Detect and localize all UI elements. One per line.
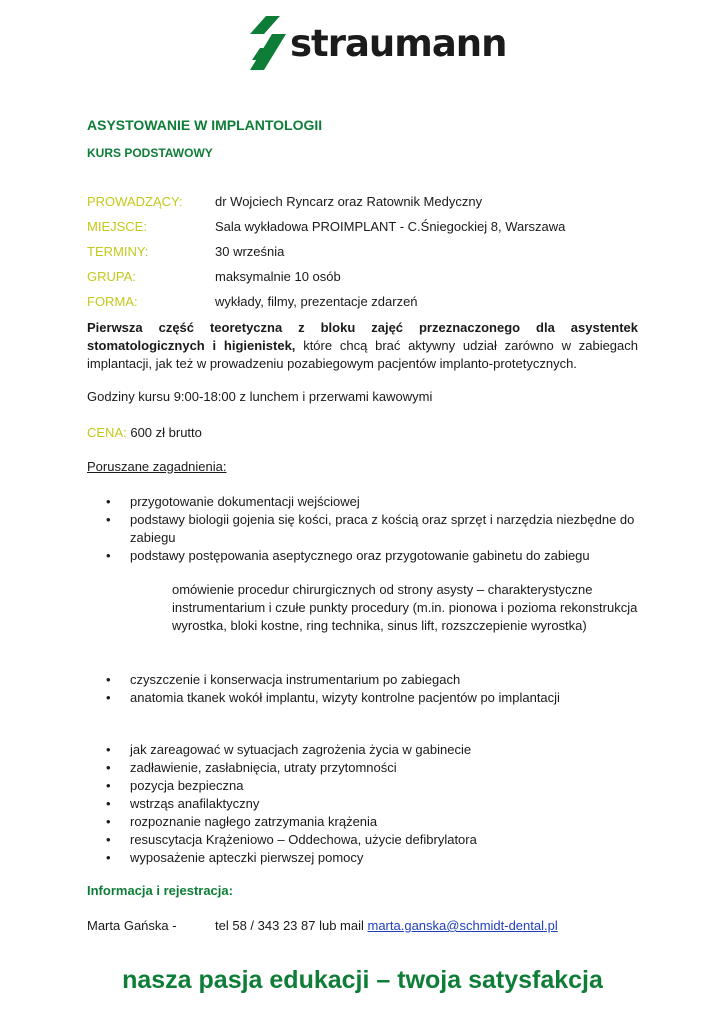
detail-value: dr Wojciech Ryncarz oraz Ratownik Medyczny — [215, 194, 483, 209]
intro-paragraph — [87, 319, 638, 373]
list-item: • podstawy biologii gojenia się kości, praca z kością oraz sprzęt i narzędzia niezbędne do zabiegu — [87, 511, 647, 547]
list-item: • podstawy postępowania aseptycznego oraz przygotowanie gabinetu do zabiegu — [87, 547, 647, 565]
price-value: 600 zł brutto — [126, 425, 202, 440]
list-item: • przygotowanie dokumentacji wejściowej — [87, 493, 647, 511]
detail-label: MIEJSCE: — [87, 219, 147, 234]
list-item: • wstrząs anafilaktyczny — [87, 795, 647, 813]
contact-phone: tel 58 / 343 23 87 lub mail — [215, 918, 368, 933]
topics-heading: Poruszane zagadnienia: — [87, 459, 227, 474]
topics-list-b — [87, 671, 647, 707]
intro-bold: Pierwsza część teoretyczna z bloku zajęć przeznaczonego dla asystentek stomatologicznych i higienistek, — [87, 320, 638, 353]
list-item: • pozycja bezpieczna — [87, 777, 647, 795]
course-subtitle: KURS PODSTAWOWY — [87, 146, 213, 160]
list-item: • wyposażenie apteczki pierwszej pomocy — [87, 849, 647, 867]
price-label: CENA: — [87, 425, 127, 440]
list-item: • rozpoznanie nagłego zatrzymania krążenia — [87, 813, 647, 831]
price-line — [87, 425, 202, 440]
contact-info — [215, 918, 558, 933]
detail-value: maksymalnie 10 osób — [215, 269, 341, 284]
detail-value: 30 września — [215, 244, 285, 259]
email-link[interactable]: marta.ganska@schmidt-dental.pl — [367, 918, 558, 933]
list-item: • jak zareagować w sytuacjach zagrożenia życia w gabinecie — [87, 741, 647, 759]
detail-value: Sala wykładowa PROIMPLANT - C.Śniegockiej 8, Warszawa — [215, 219, 566, 234]
topics-list-a — [87, 493, 647, 565]
straumann-logo — [250, 16, 506, 70]
registration-heading: Informacja i rejestracja: — [87, 883, 233, 898]
detail-label: PROWADZĄCY: — [87, 194, 183, 209]
detail-label: TERMINY: — [87, 244, 149, 259]
contact-name: Marta Gańska - — [87, 918, 177, 933]
slogan: nasza pasja edukacji – twoja satysfakcja — [122, 966, 603, 994]
list-item: • resuscytacja Krążeniowo – Oddechowa, użycie defibrylatora — [87, 831, 647, 849]
straumann-logo-icon — [250, 16, 286, 70]
brand-name: straumann — [290, 21, 507, 65]
intro-rest: które chcą brać aktywny udział zarówno w zabiegach implantacji, jak też w prowadzeniu pozabiegowym pacjentów implanto-protetycznych. — [87, 338, 638, 371]
detail-label: FORMA: — [87, 294, 138, 309]
indented-topic: omówienie procedur chirurgicznych od strony asysty – charakterystyczne instrumentarium i czułe punkty procedury (m.in. pionowa i pozioma rekonstrukcja wyrostka, bloki kostne, ring technika, sinus lift, rozszczepienie wyrostka) — [172, 582, 638, 633]
list-item: • zadławienie, zasłabnięcia, utraty przytomności — [87, 759, 647, 777]
topics-list-c — [87, 741, 647, 867]
course-title: ASYSTOWANIE W IMPLANTOLOGII — [87, 117, 323, 133]
list-item: • czyszczenie i konserwacja instrumentarium po zabiegach — [87, 671, 647, 689]
list-item: • anatomia tkanek wokół implantu, wizyty kontrolne pacjentów po implantacji — [87, 689, 647, 707]
course-hours: Godziny kursu 9:00-18:00 z lunchem i przerwami kawowymi — [87, 389, 433, 404]
detail-value: wykłady, filmy, prezentacje zdarzeń — [215, 294, 418, 309]
detail-label: GRUPA: — [87, 269, 136, 284]
